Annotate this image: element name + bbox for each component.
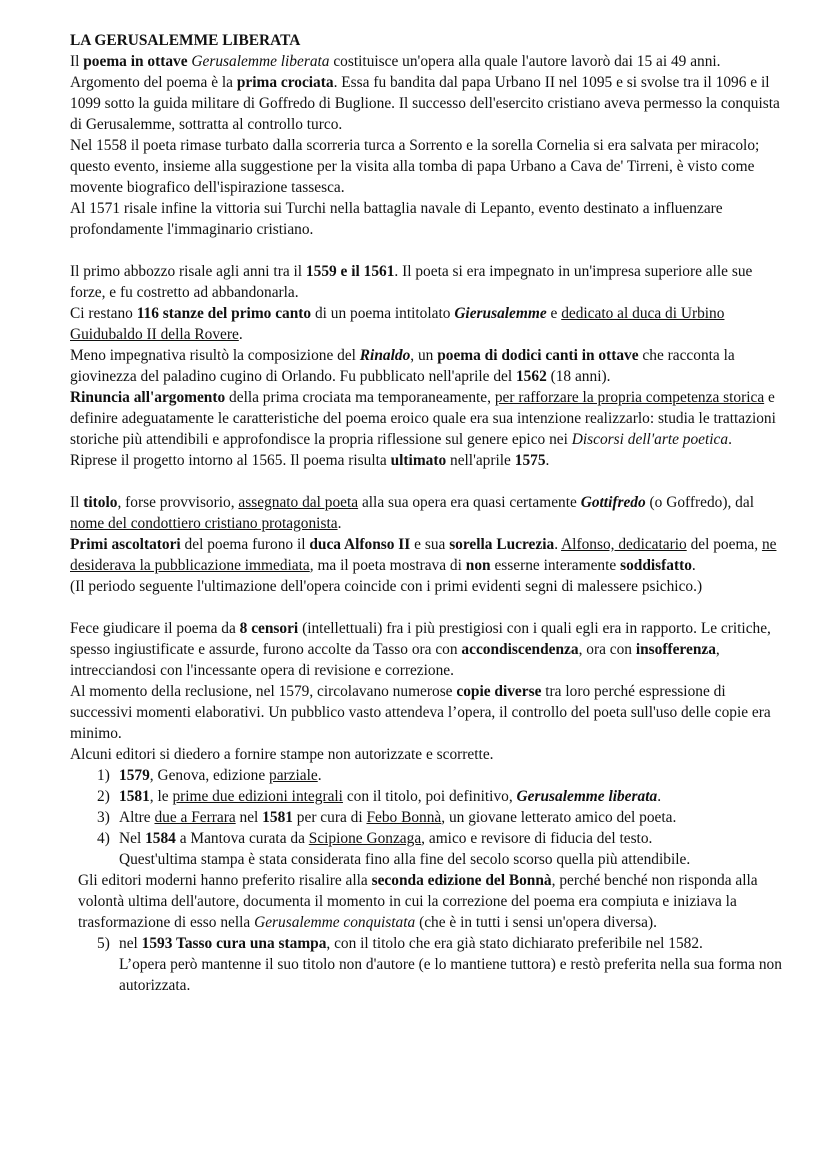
bold-text: 1584 (145, 830, 176, 847)
underlined-text: Scipione Gonzaga (308, 830, 422, 847)
bold-text: poema in ottave (83, 53, 188, 70)
text: Altre (119, 809, 155, 826)
underlined-text: due a Ferrara (154, 809, 236, 826)
text: Nel (119, 830, 146, 847)
text: Meno impegnativa risultò la composizione del (70, 347, 360, 364)
document-page (70, 30, 790, 996)
text: Il (70, 494, 84, 511)
bold-text: insofferenza (635, 641, 716, 658)
underlined-text: parziale (269, 767, 318, 784)
section-composition (70, 261, 790, 471)
paragraph (70, 387, 790, 450)
section-title (70, 492, 790, 597)
text: con il titolo, poi definitivo, (342, 788, 517, 805)
list-item (70, 807, 790, 828)
text: . (728, 431, 732, 448)
editions-list (70, 765, 790, 870)
text: della prima crociata ma temporaneamente, (225, 389, 495, 406)
text: a Mantova curata da (175, 830, 309, 847)
text: del poema furono il (180, 536, 310, 553)
bold-text: 1575 (514, 452, 546, 469)
paragraph: Nel 1558 il poeta rimase turbato dalla scorreria turca a Sorrento e la sorella Cornelia si era salvata per miracolo; questo evento, insieme alla suggestione per la visita alla tomba di papa Urbano a Cava de' Tirreni, è visto come movente biografico dell'ispirazione tassesca. (70, 137, 760, 196)
text: e sua (410, 536, 450, 553)
text: di un poema intitolato (311, 305, 455, 322)
paragraph: Al 1571 risale infine la vittoria sui Turchi nella battaglia navale di Lepanto, evento destinato a influenzare profondamente l'immaginario cristiano. (70, 200, 723, 238)
note-paragraph (78, 870, 790, 933)
bold-text: sorella Lucrezia (449, 536, 555, 553)
underlined-text: Febo Bonnà (366, 809, 442, 826)
text: nel (235, 809, 263, 826)
text: esserne interamente (490, 557, 621, 574)
text: del poema, (686, 536, 762, 553)
bold-text: 1562 (515, 368, 547, 385)
list-item (70, 765, 790, 786)
list-number: 1) (97, 767, 110, 784)
text: alla sua opera era quasi certamente (358, 494, 581, 511)
paragraph: (Il periodo seguente l'ultimazione dell'opera coincide con i primi evidenti segni di malessere psichico.) (70, 578, 703, 595)
text: , un giovane letterato amico del poeta. (441, 809, 677, 826)
list-item (70, 828, 790, 870)
text: , amico e revisore di fiducia del testo. (421, 830, 653, 847)
underlined-text: prime due edizioni integrali (172, 788, 343, 805)
text: L’opera però mantenne il suo titolo non d'autore (e lo mantiene tuttora) e restò preferita nella sua forma non autorizzata. (119, 956, 782, 994)
text: . (545, 452, 550, 469)
paragraph (70, 492, 790, 534)
bold-text: 1593 Tasso cura una stampa (141, 935, 327, 952)
spacer (70, 597, 790, 618)
text: , ma il poeta mostrava di (309, 557, 466, 574)
bold-text: 1581 (119, 788, 150, 805)
bold-text: 8 censori (239, 620, 299, 637)
text: , perché benché non risponda alla volontà ultima dell'autore, documenta il momento in cui la correzione del poema era compiuta e iniziava la trasformazione di esso nella (78, 872, 758, 931)
italic-text: Discorsi dell'arte poetica (571, 431, 729, 448)
bold-text: accondiscendenza (461, 641, 579, 658)
text: . Essa fu bandita dal papa Urbano II nel 1095 e si svolse tra il 1096 e il 1099 sotto la guida militare di Goffredo di Buglione. Il successo dell'esercito cristiano aveva permesso la conquista di Gerusalemme, sottratta al controllo turco. (70, 74, 780, 133)
paragraph (70, 681, 790, 744)
paragraph (70, 450, 790, 471)
text: Il (70, 53, 84, 70)
list-item (70, 786, 790, 807)
text: Gli editori moderni hanno preferito risalire alla (78, 872, 372, 889)
bold-text: ultimato (390, 452, 447, 469)
bold-italic-text: Gierusalemme (454, 305, 547, 322)
spacer (70, 471, 790, 492)
text: che racconta la giovinezza del paladino cugino di Orlando. Fu pubblicato nell'aprile del (70, 347, 735, 385)
list-number: 5) (97, 935, 110, 952)
text: nell'aprile (446, 452, 515, 469)
text: . (554, 536, 562, 553)
text: nel (119, 935, 142, 952)
paragraph (70, 303, 790, 345)
text: (18 anni). (546, 368, 611, 385)
underlined-text: dedicato al duca di Urbino Guidubaldo II della Rovere (70, 305, 725, 343)
underlined-text: per rafforzare la propria competenza storica (494, 389, 765, 406)
paragraph: Alcuni editori si diedero a fornire stampe non autorizzate e scorrette. (70, 746, 494, 763)
bold-text: copie diverse (456, 683, 542, 700)
underlined-text: assegnato dal poeta (238, 494, 359, 511)
bold-text: 116 stanze del primo canto (136, 305, 312, 322)
text: Ci restano (70, 305, 137, 322)
bold-text: seconda edizione del Bonnà (371, 872, 552, 889)
text: , forse provvisorio, (117, 494, 239, 511)
text: Riprese il progetto intorno al 1565. Il poema risulta (70, 452, 391, 469)
text: Fece giudicare il poema da (70, 620, 240, 637)
text: , un (410, 347, 438, 364)
bold-text: 1559 e il 1561 (305, 263, 395, 280)
bold-text: non (465, 557, 491, 574)
section-editions (70, 618, 790, 996)
bold-italic-text: Gerusalemme liberata (516, 788, 658, 805)
paragraph (70, 345, 790, 387)
paragraph (70, 618, 790, 681)
bold-text: prima crociata (236, 74, 334, 91)
text: costituisce un'opera alla quale l'autore lavorò dai 15 ai 49 anni. Argomento del poema è la (70, 53, 721, 91)
bold-text: 1581 (262, 809, 293, 826)
bold-text: Primi ascoltatori (70, 536, 181, 553)
bold-italic-text: Rinaldo (359, 347, 411, 364)
text: , le (149, 788, 173, 805)
paragraph (70, 51, 790, 135)
text: Quest'ultima stampa è stata considerata fino alla fine del secolo scorso quella più attendibile. (119, 851, 691, 868)
text: per cura di (292, 809, 367, 826)
text: , Genova, edizione (149, 767, 270, 784)
text: Al momento della reclusione, nel 1579, circolavano numerose (70, 683, 457, 700)
bold-text: 1579 (119, 767, 150, 784)
bold-text: titolo (83, 494, 118, 511)
list-number: 3) (97, 809, 110, 826)
text: , ora con (578, 641, 636, 658)
text: , con il titolo che era già stato dichiarato preferibile nel 1582. (326, 935, 703, 952)
list-item (70, 933, 790, 996)
document-title: LA GERUSALEMME LIBERATA (70, 32, 301, 49)
paragraph (70, 261, 790, 303)
list-number: 2) (97, 788, 110, 805)
bold-text: duca Alfonso II (309, 536, 411, 553)
text: . (691, 557, 696, 574)
section-intro (70, 51, 790, 240)
underlined-text: Alfonso, dedicatario (561, 536, 687, 553)
italic-text: Gerusalemme conquistata (254, 914, 416, 931)
text: . (657, 788, 662, 805)
underlined-text: ne desiderava la pubblicazione immediata (70, 536, 777, 574)
list-number: 4) (97, 830, 110, 847)
italic-text: Gerusalemme liberata (191, 53, 330, 70)
underlined-text: nome del condottiero cristiano protagonista (70, 515, 338, 532)
text: tra loro perché espressione di successivi momenti elaborativi. Un pubblico vasto attendeva l’opera, il controllo del poeta sull'uso delle copie era minimo. (70, 683, 771, 742)
text: Il primo abbozzo risale agli anni tra il (70, 263, 306, 280)
text: e (546, 305, 562, 322)
text: (intellettuali) fra i più prestigiosi con i quali egli era in rapporto. Le critiche, spesso ingiustificate e assurde, furono accolte da Tasso ora con (70, 620, 771, 658)
text: (che è in tutti i sensi un'opera diversa). (415, 914, 657, 931)
editions-list-continued (70, 933, 790, 996)
spacer (70, 240, 790, 261)
bold-text: soddisfatto (620, 557, 692, 574)
text: e definire adeguatamente le caratteristiche del poema eroico quale era sua intenzione realizzarlo: studia le trattazioni storiche più attendibili e approfondisce la propria riflessione sul genere epico nei (70, 389, 776, 448)
bold-text: poema di dodici canti in ottave (437, 347, 639, 364)
text: . (337, 515, 342, 532)
text: . (317, 767, 322, 784)
paragraph (70, 534, 790, 576)
text: . Il poeta si era impegnato in un'impresa superiore alle sue forze, e fu costretto ad abbandonarla. (70, 263, 753, 301)
text: (o Goffredo), dal (645, 494, 754, 511)
bold-italic-text: Gottifredo (580, 494, 646, 511)
bold-text: Rinuncia all'argomento (70, 389, 226, 406)
text: . (238, 326, 243, 343)
text: , intrecciandosi con l'incessante opera di revisione e correzione. (70, 641, 720, 679)
